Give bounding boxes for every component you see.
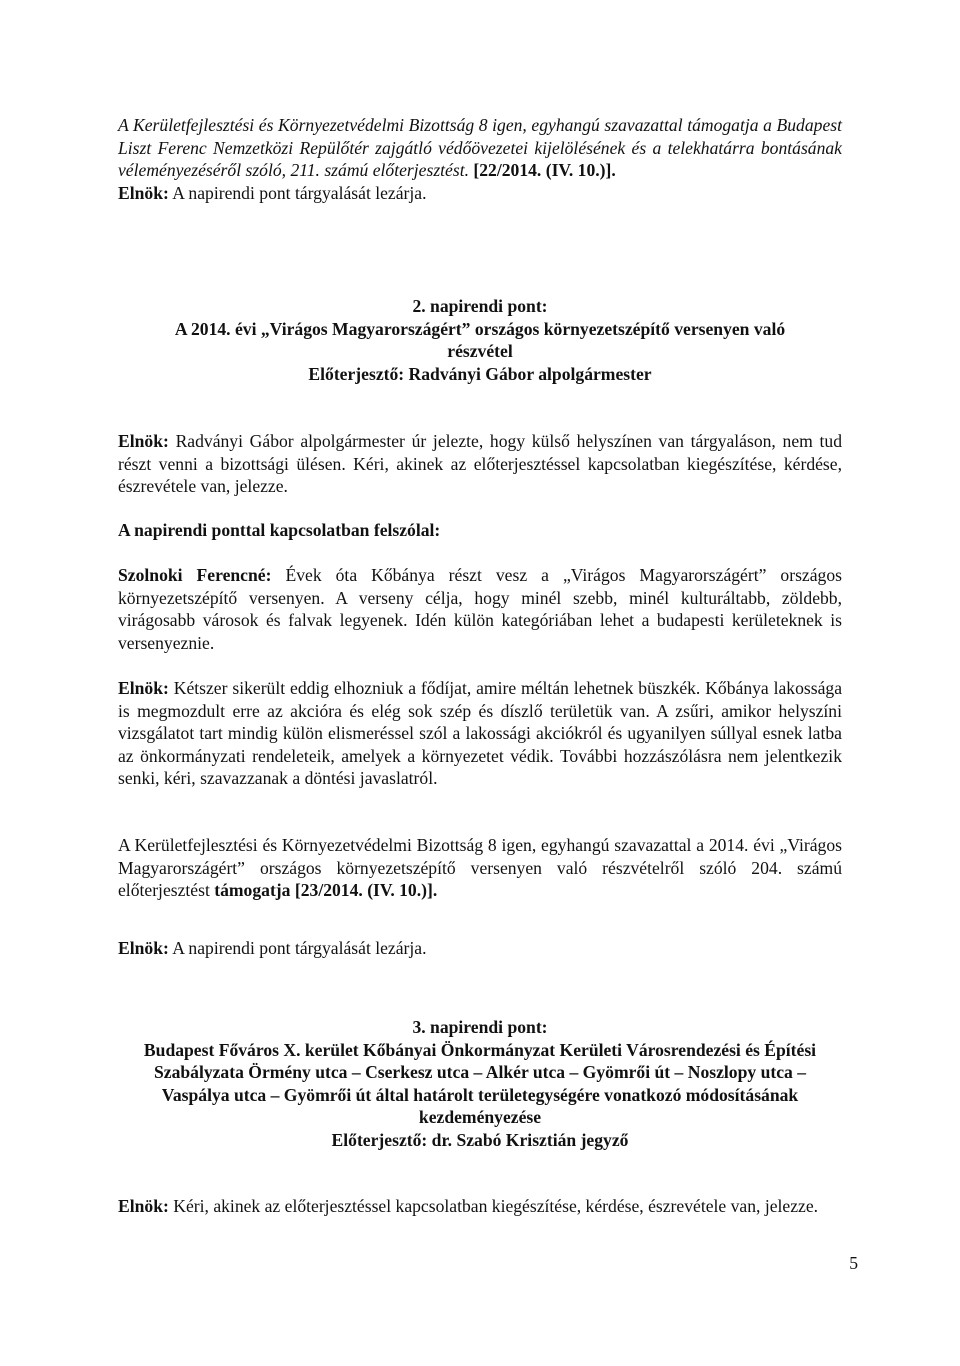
item3-elnok-paragraph [118, 1195, 842, 1218]
item2-title-line1: A 2014. évi „Virágos Magyarországért” országos környezetszépítő versenyen való [174, 318, 786, 339]
elnok2-text: Kétszer sikerült eddig elhozniuk a fődíjat, amire méltán lehetnek büszkék. Kőbánya lakossága is megmozdult erre az akcióra és elég sok szép és díszlő területük van. A zsűri, amikor helyszíni vizsgálatot tart mindig külön elismeréssel szól a lakossági akciókról és ugyanilyen súllyal esnek latba az önkormányzati rendeleteik, amelyek a környezetet védik. További hozzászólásra nem jelentkezik senki, kéri, szavazzanak a döntési javaslatról. [118, 678, 842, 789]
decision-text: A Kerületfejlesztési és Környezetvédelmi Bizottság 8 igen, egyhangú szavazattal a 2014. évi „Virágos Magyarországért” országos környezetszépítő versenyen való részvételről szóló 204. számú előterjesztést [118, 835, 842, 901]
elnok2-paragraph [118, 677, 842, 790]
szolnoki-paragraph [118, 564, 842, 654]
elnok1-text: Radványi Gábor alpolgármester úr jelezte, hogy külső helyszínen van tárgyaláson, nem tud részt venni a bizottsági ülésen. Kéri, akinek az előterjesztéssel kapcsolatban kiegészítése, kérdése, észrevétele van, jelezze. [118, 431, 842, 497]
intro-italic-text: A Kerületfejlesztési és Környezetvédelmi Bizottság 8 igen, egyhangú szavazattal támogatja a Budapest Liszt Ferenc Nemzetközi Repülőtér zajgátló védőövezetei kijelölésének és a telekhatárra bontásának véleményezéséről szóló, 211. számú előterjesztést. [118, 115, 842, 181]
speaker-label: Szolnoki Ferencné: [118, 565, 272, 585]
item2-elnok1 [118, 430, 842, 498]
item3-presenter: Előterjesztő: dr. Szabó Krisztián jegyző [331, 1129, 629, 1150]
elnok-label: Elnök: [118, 678, 169, 698]
intro-section [118, 114, 842, 204]
intro-closing [118, 182, 842, 205]
item3-heading: 3. napirendi pont: [412, 1017, 548, 1037]
intro-reference: [22/2014. (IV. 10.)]. [473, 160, 616, 181]
item2-closing [118, 937, 842, 960]
intro-paragraph [118, 114, 842, 182]
elnok-label: Elnök: [118, 182, 169, 203]
elnok-label: Elnök: [118, 938, 169, 958]
szolnoki-block [118, 564, 842, 654]
elnok-label: Elnök: [118, 431, 169, 451]
item2-presenter: Előterjesztő: Radványi Gábor alpolgármester [308, 363, 652, 384]
szolnoki-text: Évek óta Kőbánya részt vesz a „Virágos Magyarországért” országos környezetszépítő versenyen. A verseny célja, hogy minél szebb, minél kulturáltabb, zöldebb, virágosabb városok és falvak legyenek. Idén külön kategóriában lehet a budapesti kerületeknek is versenyeznie. [118, 565, 842, 653]
elnok2-block [118, 677, 842, 790]
elnok-label: Elnök: [118, 1196, 169, 1216]
decision-bold: támogatja [23/2014. (IV. 10.)]. [214, 880, 438, 901]
item2-heading: 2. napirendi pont: [412, 296, 548, 316]
closing-text: A napirendi pont tárgyalását lezárja. [172, 938, 427, 958]
item2-closing-block [118, 937, 842, 960]
decision-block [118, 834, 842, 902]
item3-elnok-text: Kéri, akinek az előterjesztéssel kapcsolatban kiegészítése, kérdése, észrevétele van, jelezze. [173, 1196, 819, 1216]
elnok1-paragraph [118, 430, 842, 498]
closing-text: A napirendi pont tárgyalását lezárja. [172, 182, 427, 203]
speakers-heading: A napirendi ponttal kapcsolatban felszólal: [118, 520, 441, 540]
item3-title: Budapest Főváros X. kerület Kőbányai Önkormányzat Kerületi Városrendezési és Építési Szabályzata Örmény utca – Cserkesz utca – Alkér utca – Gyömrői út – Noszlopy utca – Vaspálya utca – Gyömrői út által határolt területegységére vonatkozó módosításának kezdeményezése [143, 1039, 817, 1128]
decision-paragraph [118, 834, 842, 902]
speakers-heading-block [118, 519, 842, 542]
item3-header [142, 1016, 818, 1152]
item3-elnok-block [118, 1195, 842, 1218]
page-number: 5 [849, 1253, 858, 1273]
item2-header [118, 295, 842, 385]
item2-title-line2: részvétel [447, 341, 513, 362]
